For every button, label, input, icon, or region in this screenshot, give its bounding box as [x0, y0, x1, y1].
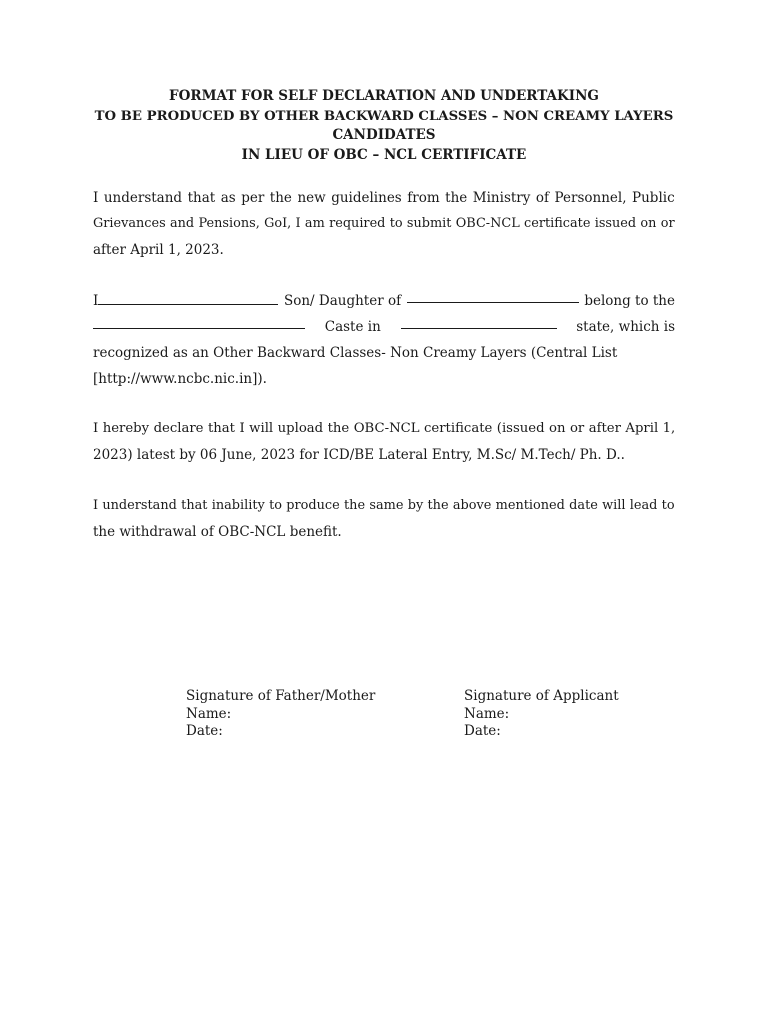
- name-label: Name:: [186, 705, 232, 722]
- document-title: [93, 87, 675, 165]
- son-daughter-of-text: Son/ Daughter of: [283, 293, 402, 309]
- signature-label: Signature of Applicant: [464, 688, 619, 704]
- signature-label: Signature of Father/Mother: [186, 688, 376, 704]
- paragraph-line: I understand that inability to produce the same by the above mentioned date will lead to: [93, 498, 675, 513]
- paragraph-line: after April 1, 2023.: [93, 242, 224, 258]
- name-label: Name:: [464, 705, 510, 722]
- paragraph-line: [93, 314, 675, 340]
- state-which-is-text: state, which is: [576, 319, 675, 335]
- applicant-name-blank[interactable]: [98, 290, 278, 305]
- paragraph-line: Grievances and Pensions, GoI, I am required to submit OBC-NCL certificate issued on or: [93, 216, 675, 231]
- text-segment: I understand that as per the new guidelines from the Ministry of Personnel, Public: [93, 190, 675, 206]
- date-label: Date:: [186, 723, 223, 739]
- caste-in-text: Caste in: [324, 319, 381, 335]
- paragraph-guidelines: [93, 185, 675, 263]
- state-blank[interactable]: [401, 314, 557, 329]
- signature-block-parent: [186, 688, 375, 741]
- prefix-text: I: [93, 293, 99, 309]
- signature-block-applicant: [464, 688, 619, 741]
- title-line-4: IN LIEU OF OBC – NCL CERTIFICATE: [241, 146, 527, 163]
- title-line-2: TO BE PRODUCED BY OTHER BACKWARD CLASSES – NON CREAMY LAYERS: [94, 108, 674, 124]
- paragraph-line: [93, 185, 675, 211]
- date-label: Date:: [464, 723, 501, 739]
- paragraph-line: 2023) latest by 06 June, 2023 for ICD/BE Lateral Entry, M.Sc/ M.Tech/ Ph. D..: [93, 447, 625, 463]
- paragraph-upload-declaration: [93, 416, 675, 468]
- paragraph-line: [93, 288, 675, 314]
- caste-blank[interactable]: [93, 314, 305, 329]
- paragraph-declaration-details: [93, 288, 675, 392]
- paragraph-line: I hereby declare that I will upload the OBC-NCL certificate (issued on or after April 1,: [93, 421, 676, 436]
- paragraph-line: the withdrawal of OBC-NCL benefit.: [93, 524, 342, 540]
- parent-name-blank[interactable]: [407, 288, 579, 303]
- text-segment: [93, 288, 278, 314]
- belong-to-the-text: belong to the: [584, 293, 675, 309]
- title-line-1: FORMAT FOR SELF DECLARATION AND UNDERTAKING: [169, 88, 599, 104]
- paragraph-line: recognized as an Other Backward Classes- Non Creamy Layers (Central List: [93, 345, 618, 361]
- paragraph-line: [http://www.ncbc.nic.in]).: [93, 371, 267, 387]
- title-line-3: CANDIDATES: [332, 127, 436, 143]
- paragraph-withdrawal-notice: [93, 493, 675, 545]
